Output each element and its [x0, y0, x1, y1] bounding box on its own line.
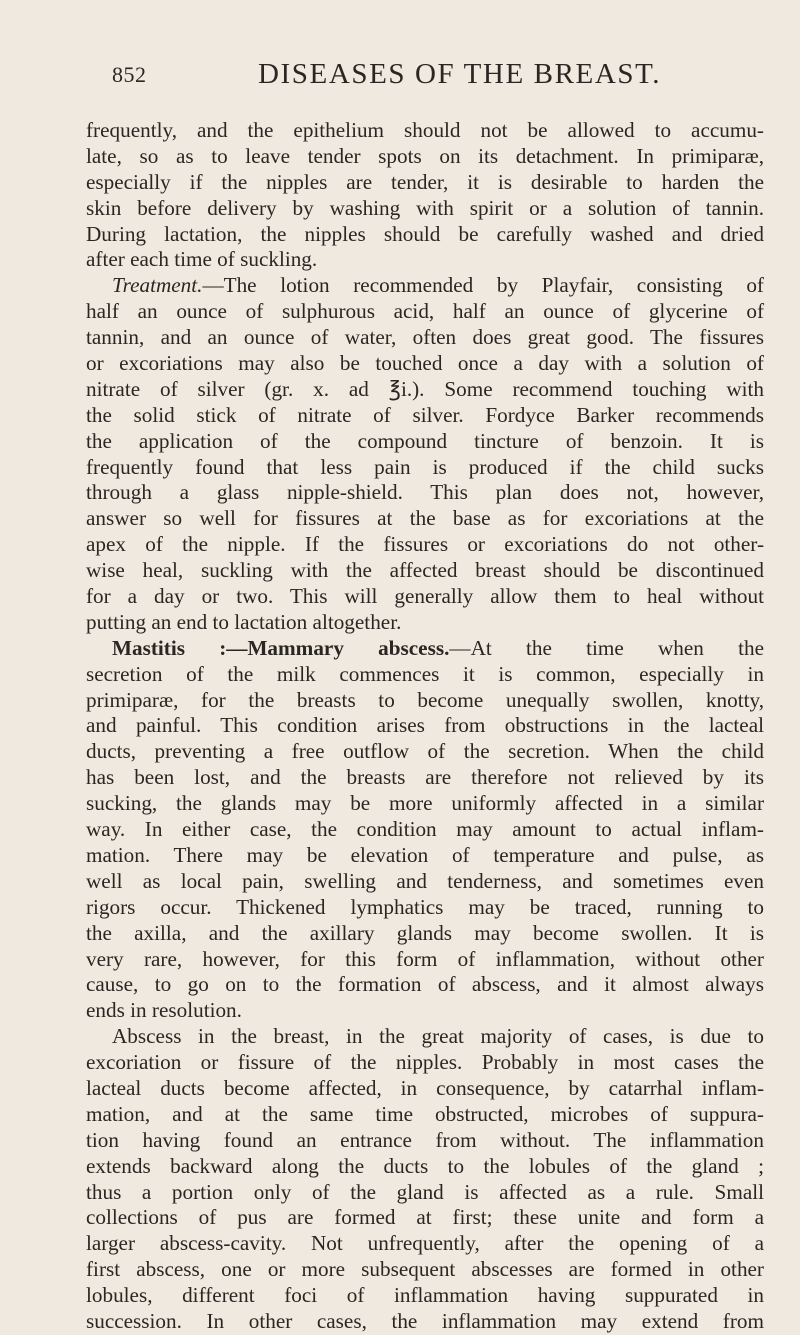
line-text: half an ounce of sulphurous acid, half an ounce of glycerine of — [86, 299, 764, 324]
line-text: lobules, different foci of inflammation having suppurated in — [86, 1283, 764, 1308]
text-line — [86, 662, 764, 688]
text-line — [86, 1076, 764, 1102]
text-line — [86, 325, 764, 351]
paragraph-lead: Treatment. — [112, 273, 203, 298]
line-text: cause, to go on to the formation of abscess, and it almost always — [86, 972, 764, 997]
line-text: collections of pus are formed at first; these unite and form a — [86, 1205, 764, 1230]
line-text: thus a portion only of the gland is affected as a rule. Small — [86, 1179, 764, 1204]
text-line — [86, 610, 764, 636]
line-text: frequently found that less pain is produced if the child sucks — [86, 454, 764, 479]
line-text: skin before delivery by washing with spirit or a solution of tannin. — [86, 195, 764, 220]
line-text: larger abscess-cavity. Not unfrequently, after the opening of a — [86, 1231, 764, 1256]
line-text: rigors occur. Thickened lymphatics may be traced, running to — [86, 894, 764, 919]
line-text: apex of the nipple. If the fissures or excoriations do not other- — [86, 532, 764, 557]
text-line — [86, 998, 764, 1024]
text-line — [86, 377, 764, 403]
text-line — [86, 1128, 764, 1154]
line-text: excoriation or fissure of the nipples. Probably in most cases the — [86, 1050, 764, 1075]
line-text: answer so well for fissures at the base as for excoriations at the — [86, 506, 764, 531]
text-line — [86, 972, 764, 998]
text-line — [86, 1154, 764, 1180]
line-text: ducts, preventing a free outflow of the secretion. When the child — [86, 739, 764, 764]
text-line — [86, 584, 764, 610]
text-line — [86, 636, 764, 662]
text-line — [86, 222, 764, 248]
line-text: wise heal, suckling with the affected breast should be discontinued — [86, 558, 764, 583]
line-text: the application of the compound tincture of benzoin. It is — [86, 428, 764, 453]
text-line — [86, 299, 764, 325]
line-text: well as local pain, swelling and tenderness, and sometimes even — [86, 868, 764, 893]
text-line — [86, 480, 764, 506]
text-line — [86, 895, 764, 921]
line-text: especially if the nipples are tender, it is desirable to harden the — [86, 169, 764, 194]
line-text: primiparæ, for the breasts to become unequally swollen, knotty, — [86, 687, 764, 712]
text-line — [86, 1102, 764, 1128]
text-line — [86, 429, 764, 455]
line-text: mation, and at the same time obstructed, microbes of suppura- — [86, 1101, 764, 1126]
text-line — [86, 170, 764, 196]
line-text: the axilla, and the axillary glands may become swollen. It is — [86, 920, 764, 945]
line-text: the solid stick of nitrate of silver. Fordyce Barker recommends — [86, 402, 764, 427]
line-text: putting an end to lactation altogether. — [86, 609, 402, 634]
line-text: and painful. This condition arises from obstructions in the lacteal — [86, 713, 764, 738]
text-line — [86, 843, 764, 869]
line-text: after each time of suckling. — [86, 247, 318, 272]
line-text: —At the time when the — [449, 635, 764, 660]
line-text: very rare, however, for this form of inflammation, without other — [86, 946, 764, 971]
text-line — [86, 1257, 764, 1283]
text-line — [86, 455, 764, 481]
line-text: During lactation, the nipples should be carefully washed and dried — [86, 221, 764, 246]
line-text: succession. In other cases, the inflammation may extend from — [86, 1308, 764, 1333]
page-header — [0, 58, 800, 98]
line-text: has been lost, and the breasts are therefore not relieved by its — [86, 765, 764, 790]
text-line — [86, 403, 764, 429]
running-title: DISEASES OF THE BREAST. — [258, 58, 662, 90]
text-line — [86, 1024, 764, 1050]
line-text: late, so as to leave tender spots on its detachment. In primiparæ, — [86, 143, 764, 168]
body-text — [86, 118, 764, 1335]
line-text: —The lotion recommended by Playfair, consisting of — [202, 273, 764, 298]
text-line — [86, 765, 764, 791]
line-text: way. In either case, the condition may amount to actual inflam- — [86, 817, 764, 842]
line-text: Abscess in the breast, in the great majority of cases, is due to — [112, 1024, 764, 1049]
text-line — [86, 118, 764, 144]
line-text: secretion of the milk commences it is common, especially in — [86, 661, 764, 686]
text-line — [86, 947, 764, 973]
line-text: mation. There may be elevation of temperature and pulse, as — [86, 842, 764, 867]
text-line — [86, 273, 764, 299]
text-line — [86, 351, 764, 377]
line-text: frequently, and the epithelium should not be allowed to accumu- — [86, 118, 764, 142]
line-text: lacteal ducts become affected, in consequence, by catarrhal inflam- — [86, 1075, 764, 1100]
line-text: through a glass nipple-shield. This plan does not, however, — [86, 480, 764, 505]
text-line — [86, 196, 764, 222]
line-text: tion having found an entrance from without. The inflammation — [86, 1127, 764, 1152]
text-line — [86, 247, 764, 273]
line-text: or excoriations may also be touched once a day with a solution of — [86, 351, 764, 376]
text-line — [86, 1050, 764, 1076]
text-line — [86, 921, 764, 947]
line-text: nitrate of silver (gr. x. ad ℥i.). Some recommend touching with — [86, 376, 764, 401]
line-text: extends backward along the ducts to the lobules of the gland ; — [86, 1153, 764, 1178]
text-line — [86, 713, 764, 739]
text-line — [86, 688, 764, 714]
text-line — [86, 1231, 764, 1257]
line-text: ends in resolution. — [86, 998, 242, 1023]
text-line — [86, 1205, 764, 1231]
line-text: first abscess, one or more subsequent abscesses are formed in other — [86, 1257, 764, 1282]
text-line — [86, 1309, 764, 1335]
section-heading: Mastitis :—Mammary abscess. — [112, 635, 450, 660]
line-text: for a day or two. This will generally allow them to heal without — [86, 584, 764, 609]
text-line — [86, 817, 764, 843]
page-number: 852 — [112, 62, 147, 87]
line-text: tannin, and an ounce of water, often does great good. The fissures — [86, 325, 764, 350]
text-line — [86, 739, 764, 765]
text-line — [86, 1180, 764, 1206]
text-line — [86, 791, 764, 817]
text-line — [86, 506, 764, 532]
text-line — [86, 558, 764, 584]
text-line — [86, 1283, 764, 1309]
text-line — [86, 869, 764, 895]
text-line — [86, 532, 764, 558]
line-text: sucking, the glands may be more uniformly affected in a similar — [86, 791, 764, 816]
text-line — [86, 144, 764, 170]
